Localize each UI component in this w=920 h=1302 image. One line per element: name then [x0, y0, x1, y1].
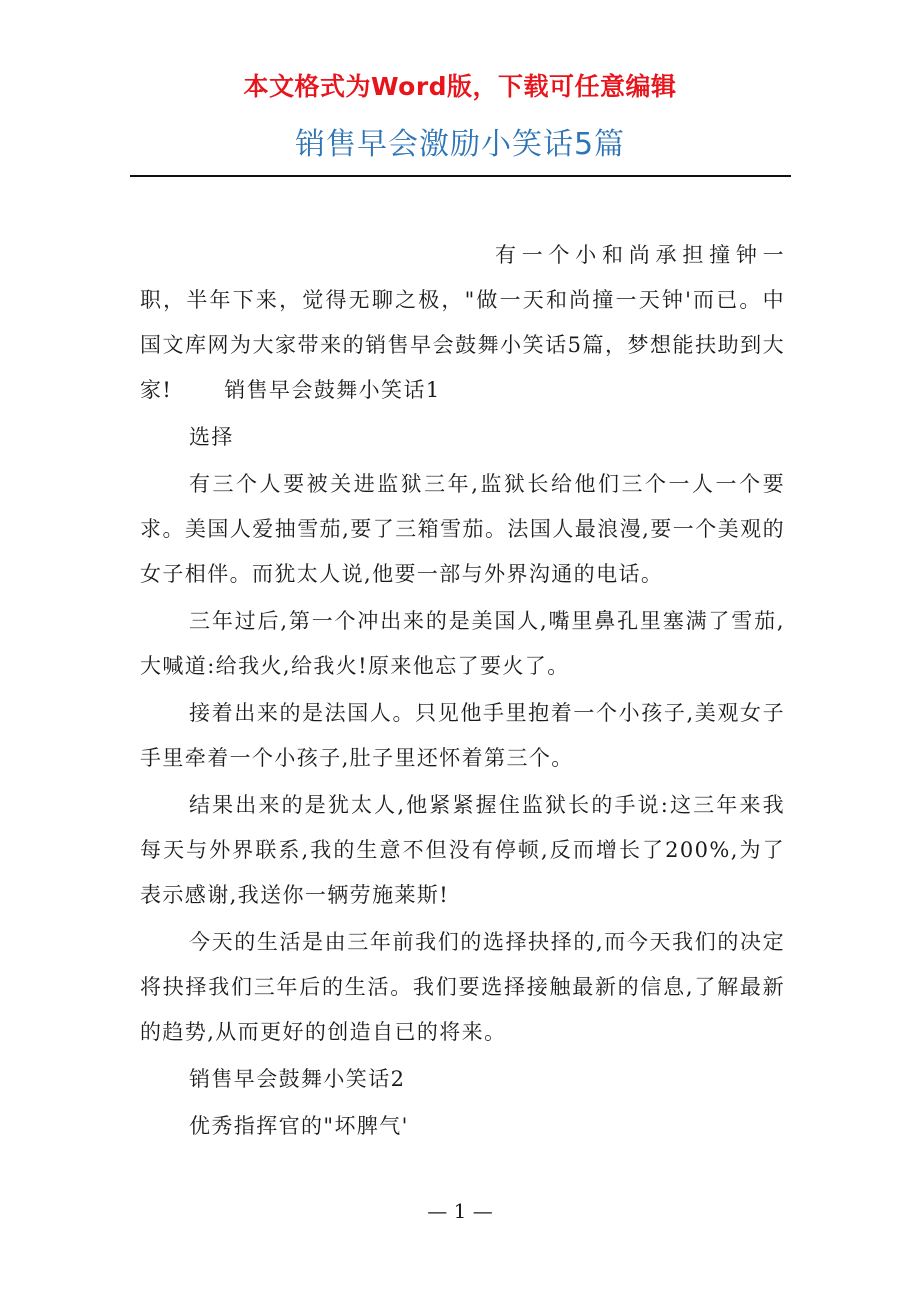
- paragraph-french: 接着出来的是法国人。只见他手里抱着一个小孩子,美观女子手里牵着一个小孩子,肚子里还怀着第三个。: [140, 701, 785, 770]
- paragraph-american: 三年过后,第一个冲出来的是美国人,嘴里鼻孔里塞满了雪茄,大喊道:给我火,给我火!原来他忘了要火了。: [140, 609, 785, 678]
- section-heading-joke-2: 销售早会鼓舞小笑话2: [189, 1067, 406, 1091]
- document-body: [140, 233, 785, 1149]
- intro-heading: 销售早会鼓舞小笑话1: [224, 378, 441, 402]
- intro-text: 有一个小和尚承担撞钟一职，半年下来，觉得无聊之极，"做一天和尚撞一天钟'而已。中国文库网为大家带来的销售早会鼓舞小笑话5篇，梦想能扶助到大家!: [140, 243, 785, 402]
- title-divider: [130, 175, 791, 177]
- paragraph-prison-request: 有三个人要被关进监狱三年,监狱长给他们三个一人一个要求。美国人爱抽雪茄,要了三箱雪茄。法国人最浪漫,要一个美观的女子相伴。而犹太人说,他要一部与外界沟通的电话。: [140, 472, 785, 586]
- document-title: 销售早会激励小笑话5篇: [294, 127, 626, 162]
- section-subheading-commander: 优秀指挥官的"坏脾气': [189, 1114, 409, 1138]
- page-number: — 1 —: [427, 1199, 493, 1223]
- paragraph-moral: 今天的生活是由三年前我们的选择抉择的,而今天我们的决定将抉择我们三年后的生活。我们要选择接触最新的信息,了解最新的趋势,从而更好的创造自已的将来。: [140, 930, 785, 1044]
- intro-paragraph: [140, 233, 785, 413]
- section-heading-choice: 选择: [189, 425, 234, 449]
- paragraph-jewish: 结果出来的是犹太人,他紧紧握住监狱长的手说:这三年来我每天与外界联系,我的生意不但没有停顿,反而增长了200%,为了表示感谢,我送你一辆劳施莱斯!: [140, 793, 785, 907]
- format-notice-banner: 本文格式为Word版，下载可任意编辑: [243, 72, 677, 101]
